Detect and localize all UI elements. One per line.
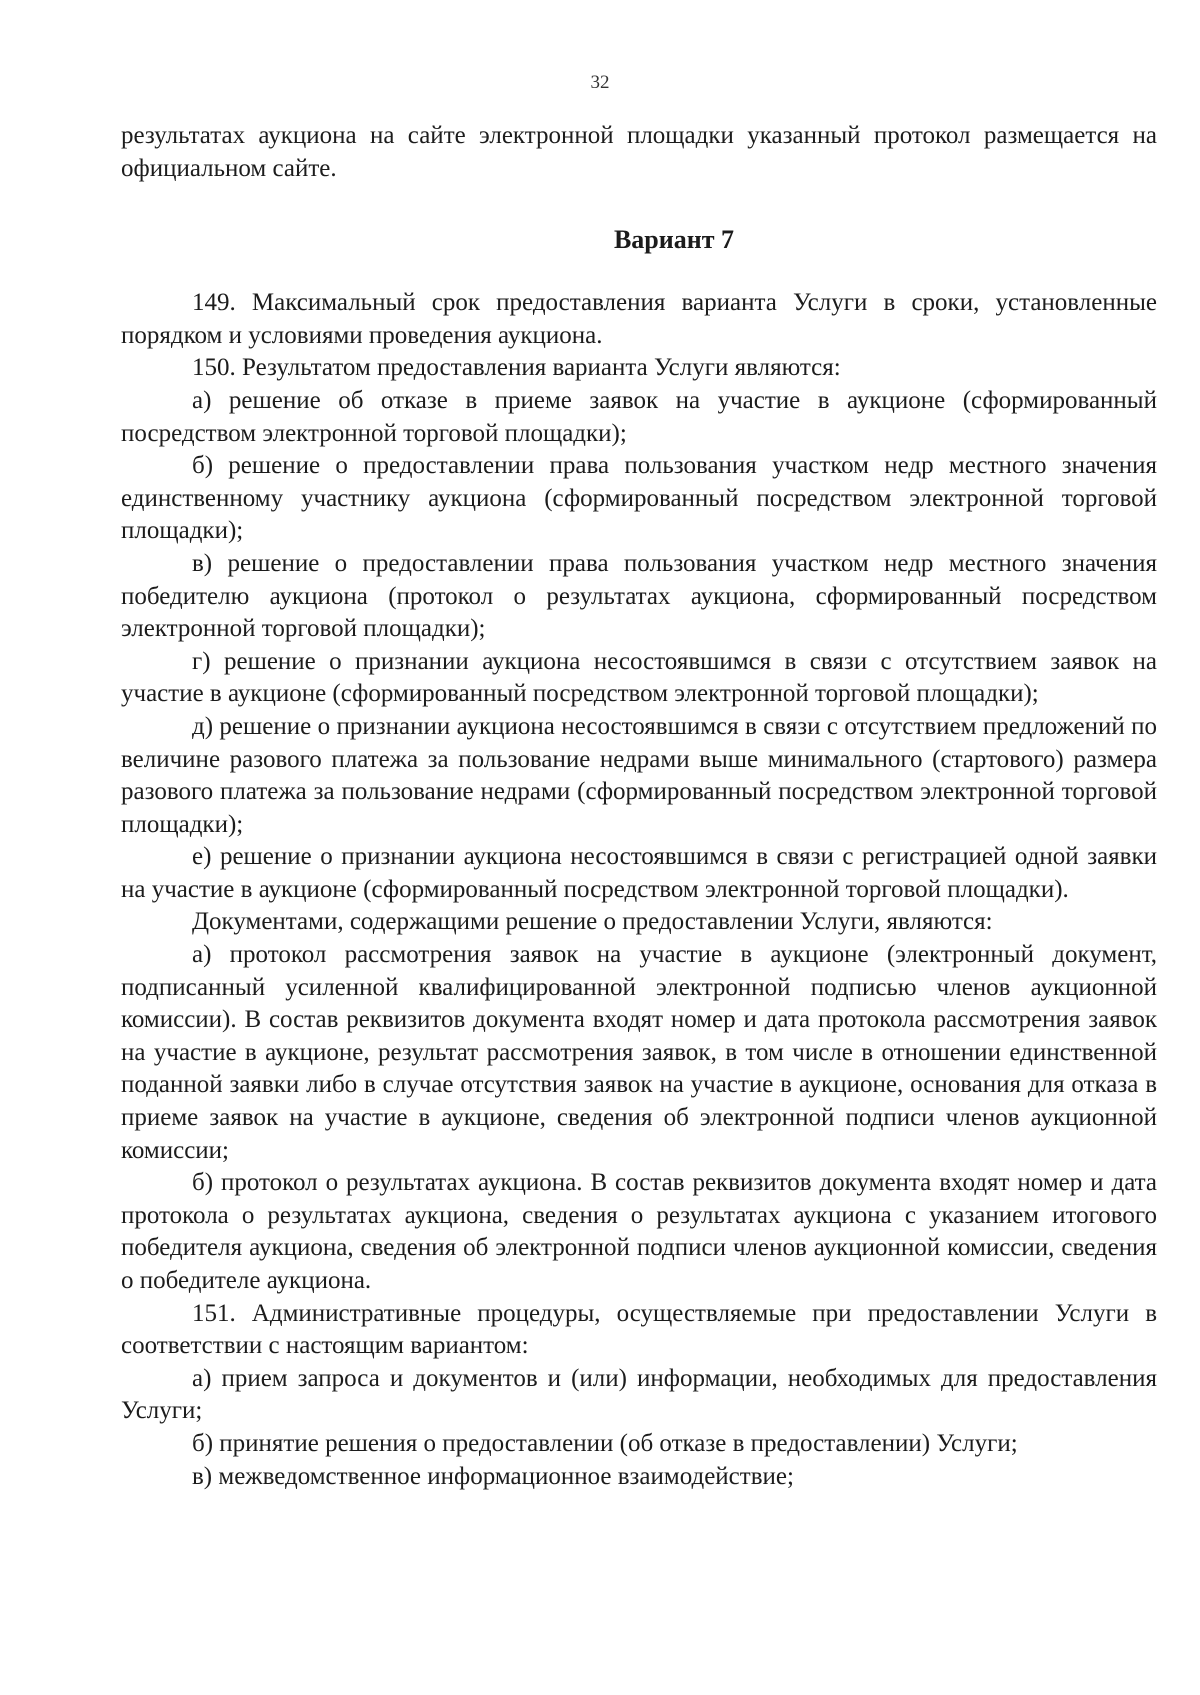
paragraph-documents: Документами, содержащими решение о предоставлении Услуги, являются: (192, 908, 993, 936)
document-body (121, 120, 1157, 1493)
list-item-e: е) решение о признании аукциона несостоявшимся в связи с регистрацией одной заявки на участие в аукционе (сформированный посредством электронной торговой площадки). (121, 843, 1157, 903)
list-item-v: в) решение о предоставлении права пользования участком недр местного значения победителю аукциона (протокол о результатах аукциона, сформированный посредством электронной торговой площадки); (121, 549, 1157, 643)
procedure-item-v: в) межведомственное информационное взаимодействие; (192, 1462, 794, 1490)
document-item-a: а) протокол рассмотрения заявок на участие в аукционе (электронный документ, подписанный усиленной квалифицированной электронной подписью членов аукционной комиссии). В состав реквизитов документа входят номер и дата протокола рассмотрения заявок на участие в аукционе, результат рассмотрения заявок, в том числе в отношении единственной поданной заявки либо в случае отсутствия заявок на участие в аукционе, основания для отказа в приеме заявок на участие в аукционе, сведения об электронной подписи членов аукционной комиссии; (121, 941, 1157, 1164)
list-item-a: а) решение об отказе в приеме заявок на участие в аукционе (сформированный посредством электронной торговой площадки); (121, 386, 1157, 447)
procedure-item-b: б) принятие решения о предоставлении (об отказе в предоставлении) Услуги; (192, 1429, 1018, 1457)
section-heading: Вариант 7 (613, 225, 735, 255)
page-number: 32 (590, 72, 610, 93)
procedure-item-a: а) прием запроса и документов и (или) информации, необходимых для предоставления Услуги; (121, 1364, 1157, 1425)
list-item-d: д) решение о признании аукциона несостоявшимся в связи с отсутствием предложений по величине разового платежа за пользование недрами выше минимального (стартового) размера разового платежа за пользование недрами (сформированный посредством электронной торговой площадки); (121, 712, 1157, 838)
document-item-b: б) протокол о результатах аукциона. В состав реквизитов документа входят номер и дата протокола о результатах аукциона, сведения о результатах аукциона с указанием итогового победителя аукциона, сведения об электронной подписи членов аукционной комиссии, сведения о победителе аукциона. (121, 1169, 1157, 1294)
paragraph-149: 149. Максимальный срок предоставления варианта Услуги в сроки, установленные порядком и условиями проведения аукциона. (121, 289, 1157, 349)
paragraph-151: 151. Административные процедуры, осуществляемые при предоставлении Услуги в соответствии с настоящим вариантом: (121, 1299, 1157, 1360)
list-item-b: б) решение о предоставлении права пользования участком недр местного значения единственному участнику аукциона (сформированный посредством электронной торговой площадки); (121, 452, 1157, 545)
paragraph-continuation: результатах аукциона на сайте электронной площадки указанный протокол размещается на официальном сайте. (121, 122, 1157, 182)
list-item-g: г) решение о признании аукциона несостоявшимся в связи с отсутствием заявок на участие в аукционе (сформированный посредством электронной торговой площадки); (121, 647, 1157, 708)
paragraph-150: 150. Результатом предоставления варианта Услуги являются: (192, 354, 841, 382)
